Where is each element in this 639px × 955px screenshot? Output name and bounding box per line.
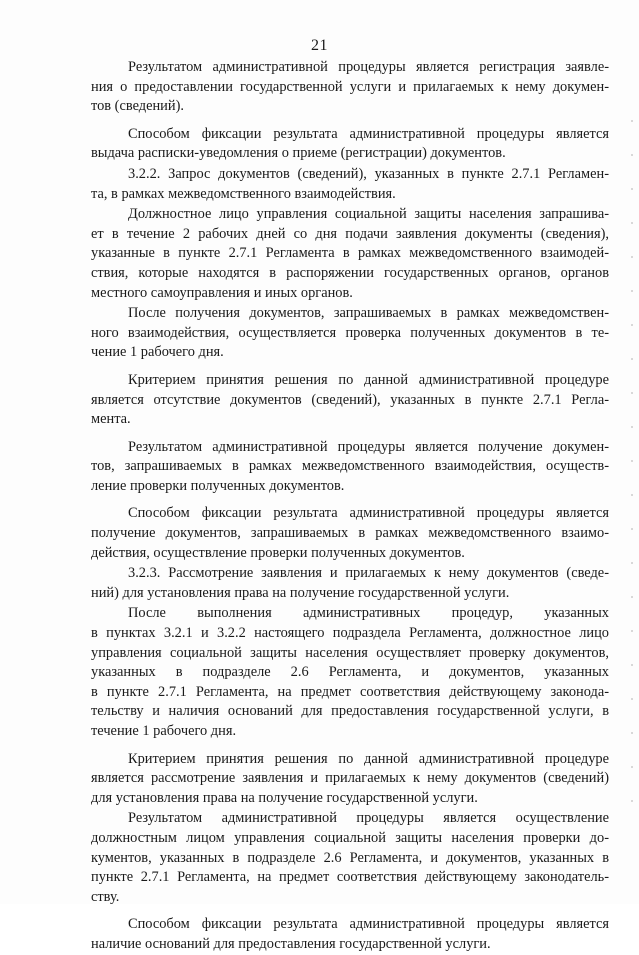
text-line: Критерием принятия решения по данной административной процедуре <box>128 750 609 767</box>
paragraph <box>91 564 609 603</box>
text-line: действия, осуществление проверки полученных документов. <box>91 544 465 561</box>
text-line: Способом фиксации результата административной процедуры является <box>128 125 609 142</box>
text-line: тельству и наличия оснований для предоставления государственной услуги, в <box>91 703 609 720</box>
body-text <box>91 58 609 955</box>
text-line: должностным лицом управления социальной защиты населения проверки до- <box>91 829 609 846</box>
text-line: та, в рамках межведомственного взаимодействия. <box>91 185 396 202</box>
paragraph <box>91 750 609 809</box>
text-line: управления социальной защиты населения осуществляет проверку документов, <box>91 644 609 661</box>
text-line: ствия, которые находятся в распоряжении государственных органов, органов <box>91 264 609 281</box>
text-line: течение 1 рабочего дня. <box>91 723 237 739</box>
text-line: ний) для установления права на получение государственной услуги. <box>91 584 510 601</box>
text-line: 3.2.2. Запрос документов (сведений), указанных в пункте 2.7.1 Регламен- <box>128 165 609 182</box>
paragraph <box>91 604 609 741</box>
text-line: тов (сведений). <box>91 98 184 115</box>
text-line: местного самоуправления и иных органов. <box>91 284 353 301</box>
text-line: в пунктах 3.2.1 и 3.2.2 настоящего подраздела Регламента, должностное лицо <box>91 625 609 642</box>
text-line: Должностное лицо управления социальной защиты населения запрашива- <box>128 206 609 223</box>
text-line: получение документов, запрашиваемых в рамках межведомственного взаимо- <box>91 525 609 542</box>
text-line: Способом фиксации результата административной процедуры является <box>128 505 609 522</box>
scan-edge-marks <box>631 120 633 820</box>
text-line: кументов, указанных в подразделе 2.6 Регламента, и документов, указанных в <box>91 849 609 866</box>
paragraph <box>91 58 609 117</box>
text-line: ству. <box>91 888 120 905</box>
paragraph <box>91 205 609 303</box>
paragraph <box>91 504 609 563</box>
text-line: наличие оснований для предоставления государственной услуги. <box>91 935 491 952</box>
text-line: для установления права на получение государственной услуги. <box>91 789 478 806</box>
text-line: в пункте 2.7.1 Регламента, на предмет соответствия действующему законода- <box>91 683 609 700</box>
text-line: ление проверки полученных документов. <box>91 477 345 494</box>
text-line: Результатом административной процедуры является осуществление <box>128 810 609 827</box>
paragraph <box>91 371 609 430</box>
text-line: указанных в подразделе 2.6 Регламента, и документов, указанных <box>91 664 609 681</box>
text-line: пункте 2.7.1 Регламента, на предмет соответствия действующему законодатель- <box>91 869 609 886</box>
text-line: указанные в пункте 2.7.1 Регламента в рамках межведомственного взаимодей- <box>91 245 609 262</box>
text-line: Критерием принятия решения по данной административной процедуре <box>128 371 609 388</box>
text-line: ного взаимодействия, осуществляется проверка полученных документов в те- <box>91 324 609 341</box>
paragraph <box>91 304 609 363</box>
text-line: является рассмотрение заявления и прилагаемых к нему документов (сведений) <box>91 770 609 787</box>
text-line: является отсутствие документов (сведений), указанных в пункте 2.7.1 Регла- <box>91 391 609 408</box>
text-line: Способом фиксации результата административной процедуры является <box>128 916 609 933</box>
paragraph <box>91 125 609 164</box>
text-line: Результатом административной процедуры является регистрация заявле- <box>128 59 609 75</box>
text-line: После получения документов, запрашиваемых в рамках межведомствен- <box>128 305 609 322</box>
paragraph <box>91 438 609 497</box>
paragraph <box>91 165 609 204</box>
paragraph <box>91 809 609 907</box>
text-line: тов, запрашиваемых в рамках межведомственного взаимодействия, осуществ- <box>91 458 609 475</box>
text-line: выдача расписки-уведомления о приеме (регистрации) документов. <box>91 145 506 162</box>
text-line: ет в течение 2 рабочих дней со дня подачи заявления документы (сведения), <box>91 225 609 242</box>
text-line: мента. <box>91 411 131 428</box>
text-line: После выполнения административных процедур, указанных <box>128 605 609 622</box>
text-line: ния о предоставлении государственной услуги и прилагаемых к нему докумен- <box>91 78 609 95</box>
text-line: чение 1 рабочего дня. <box>91 344 224 361</box>
text-line: 3.2.3. Рассмотрение заявления и прилагаемых к нему документов (сведе- <box>128 565 609 582</box>
text-line: Результатом административной процедуры является получение докумен- <box>128 438 609 455</box>
paragraph <box>91 915 609 954</box>
page-number: 21 <box>311 37 328 54</box>
